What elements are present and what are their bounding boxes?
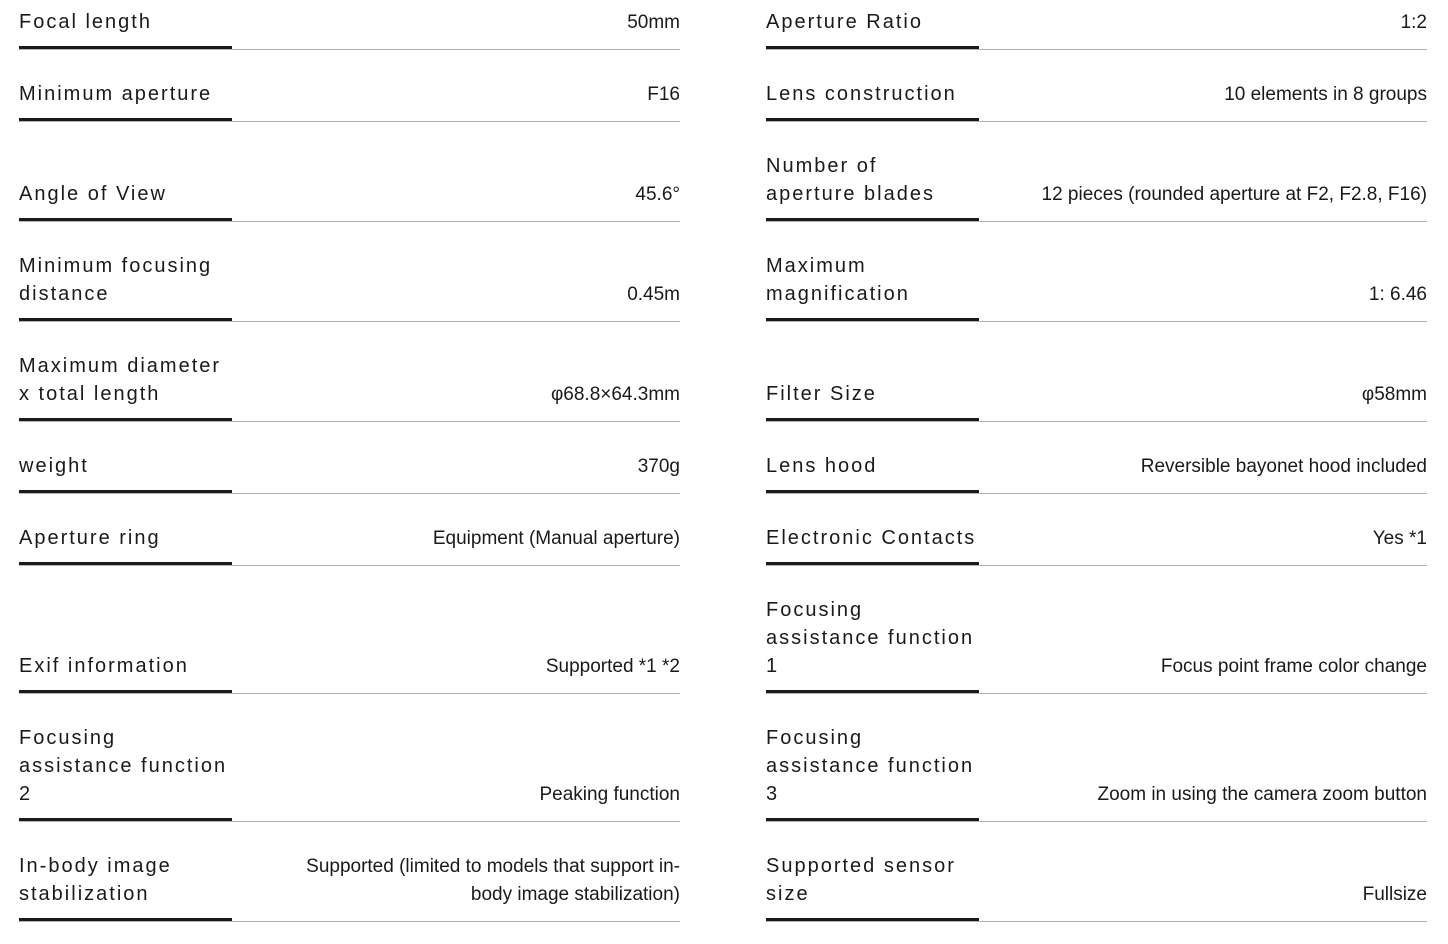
- spec-value: 0.45m: [627, 284, 680, 305]
- spec-row-aperture-ring: [19, 516, 680, 566]
- spec-value: Equipment (Manual aperture): [432, 528, 680, 549]
- spec-label: Focusing assistance function 3: [766, 724, 979, 821]
- spec-label: Minimum focusing distance: [19, 252, 232, 321]
- spec-value: Fullsize: [1362, 884, 1427, 905]
- spec-value: Supported *1 *2: [545, 656, 680, 677]
- spec-label: Exif information: [19, 652, 232, 693]
- spec-row-dimensions: [19, 344, 680, 422]
- spec-label: Angle of View: [19, 180, 232, 221]
- spec-label: Focal length: [19, 8, 232, 49]
- spec-label: Lens hood: [766, 452, 979, 493]
- spec-label: Aperture Ratio: [766, 8, 979, 49]
- spec-value: 1: 6.46: [1368, 284, 1427, 305]
- spec-row-weight: [19, 444, 680, 494]
- spec-label: Focusing assistance function 2: [19, 724, 232, 821]
- spec-row-focal-length: [19, 0, 680, 50]
- spec-value: Supported (limited to models that support in- body image stabilization): [306, 856, 680, 905]
- spec-row-focusing-assistance-2: [19, 716, 680, 822]
- spec-value: 12 pieces (rounded aperture at F2, F2.8, F16): [1041, 184, 1427, 205]
- spec-value: 50mm: [627, 12, 680, 33]
- spec-row-angle-of-view: [19, 144, 680, 222]
- spec-row-lens-construction: [766, 72, 1427, 122]
- spec-label: Number of aperture blades: [766, 152, 979, 221]
- spec-value: φ68.8×64.3mm: [550, 384, 680, 405]
- spec-row-aperture-blades: [766, 144, 1427, 222]
- spec-label: Supported sensor size: [766, 852, 979, 921]
- spec-row-lens-hood: [766, 444, 1427, 494]
- spec-label: Aperture ring: [19, 524, 232, 565]
- spec-row-maximum-magnification: [766, 244, 1427, 322]
- spec-value: Focus point frame color change: [1160, 656, 1427, 677]
- spec-value: 10 elements in 8 groups: [1224, 84, 1427, 105]
- spec-value: Reversible bayonet hood included: [1140, 456, 1427, 477]
- spec-row-in-body-stabilization: [19, 844, 680, 922]
- spec-label: weight: [19, 452, 232, 493]
- spec-row-focusing-assistance-3: [766, 716, 1427, 822]
- spec-row-filter-size: [766, 344, 1427, 422]
- spec-value: Peaking function: [539, 784, 680, 805]
- spec-label: Lens construction: [766, 80, 979, 121]
- spec-label: Maximum magnification: [766, 252, 979, 321]
- spec-column-right: [766, 0, 1427, 944]
- spec-row-minimum-aperture: [19, 72, 680, 122]
- spec-value: F16: [647, 84, 680, 105]
- spec-label: In-body image stabilization: [19, 852, 232, 921]
- spec-label: Electronic Contacts: [766, 524, 979, 565]
- spec-row-exif-information: [19, 588, 680, 694]
- spec-label: Maximum diameter x total length: [19, 352, 232, 421]
- spec-value: Zoom in using the camera zoom button: [1097, 784, 1427, 805]
- spec-row-supported-sensor-size: [766, 844, 1427, 922]
- spec-label: Minimum aperture: [19, 80, 232, 121]
- spec-row-focusing-assistance-1: [766, 588, 1427, 694]
- spec-row-electronic-contacts: [766, 516, 1427, 566]
- spec-value: Yes *1: [1372, 528, 1427, 549]
- spec-value: φ58mm: [1361, 384, 1427, 405]
- spec-row-minimum-focusing-distance: [19, 244, 680, 322]
- spec-row-aperture-ratio: [766, 0, 1427, 50]
- spec-label: Focusing assistance function 1: [766, 596, 979, 693]
- spec-column-left: [19, 0, 680, 944]
- spec-label: Filter Size: [766, 380, 979, 421]
- spec-value: 45.6°: [635, 184, 680, 205]
- spec-value: 370g: [637, 456, 680, 477]
- spec-value: 1:2: [1400, 12, 1427, 33]
